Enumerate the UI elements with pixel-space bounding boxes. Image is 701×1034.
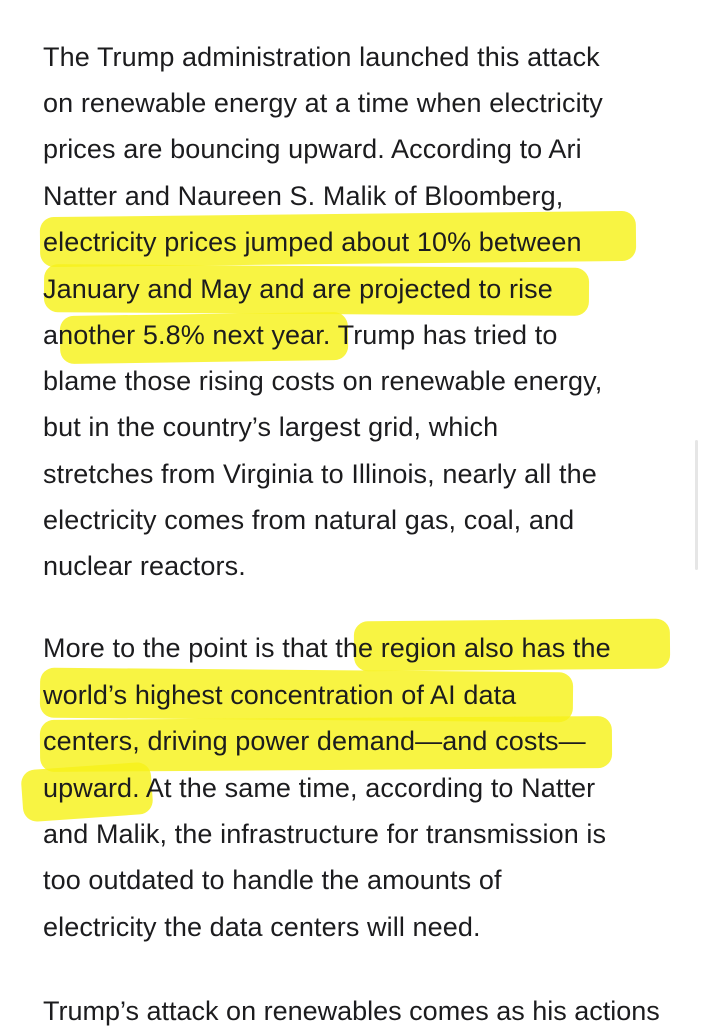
paragraph-line: but in the country’s largest grid, which (43, 412, 499, 442)
highlighted-line: world’s highest concentration of AI data (43, 680, 517, 710)
paragraph-line: nuclear reactors. (43, 551, 246, 581)
highlighted-line: centers, driving power demand—and costs— (43, 726, 586, 756)
paragraph-line: stretches from Virginia to Illinois, nearly all the (43, 459, 597, 489)
paragraph-line: prices are bouncing upward. According to Ari (43, 134, 582, 164)
paragraph-line: Natter and Naureen S. Malik of Bloomberg, (43, 181, 564, 211)
cut-off-text: Trump’s attack on renewables comes as his actions (43, 996, 660, 1026)
highlighted-line: January and May and are projected to rise (43, 274, 553, 304)
paragraph-line: and Malik, the infrastructure for transmission is (43, 819, 607, 849)
paragraph-line: blame those rising costs on renewable energy, (43, 366, 603, 396)
cut-off-line (43, 990, 660, 1026)
scroll-indicator[interactable] (695, 440, 698, 570)
highlighted-line: electricity prices jumped about 10% between (43, 227, 582, 257)
highlighted-line: upward. At the same time, according to Natter (43, 773, 596, 803)
paragraph-line: too outdated to handle the amounts of (43, 865, 502, 895)
paragraph-line: electricity comes from natural gas, coal, and (43, 505, 575, 535)
paragraph-line: on renewable energy at a time when electricity (43, 88, 603, 118)
paragraph-line: The Trump administration launched this attack (43, 42, 600, 72)
highlighted-line: another 5.8% next year. Trump has tried to (43, 320, 558, 350)
paragraph-line: electricity the data centers will need. (43, 912, 481, 942)
highlighted-line: More to the point is that the region also has the (43, 633, 611, 663)
